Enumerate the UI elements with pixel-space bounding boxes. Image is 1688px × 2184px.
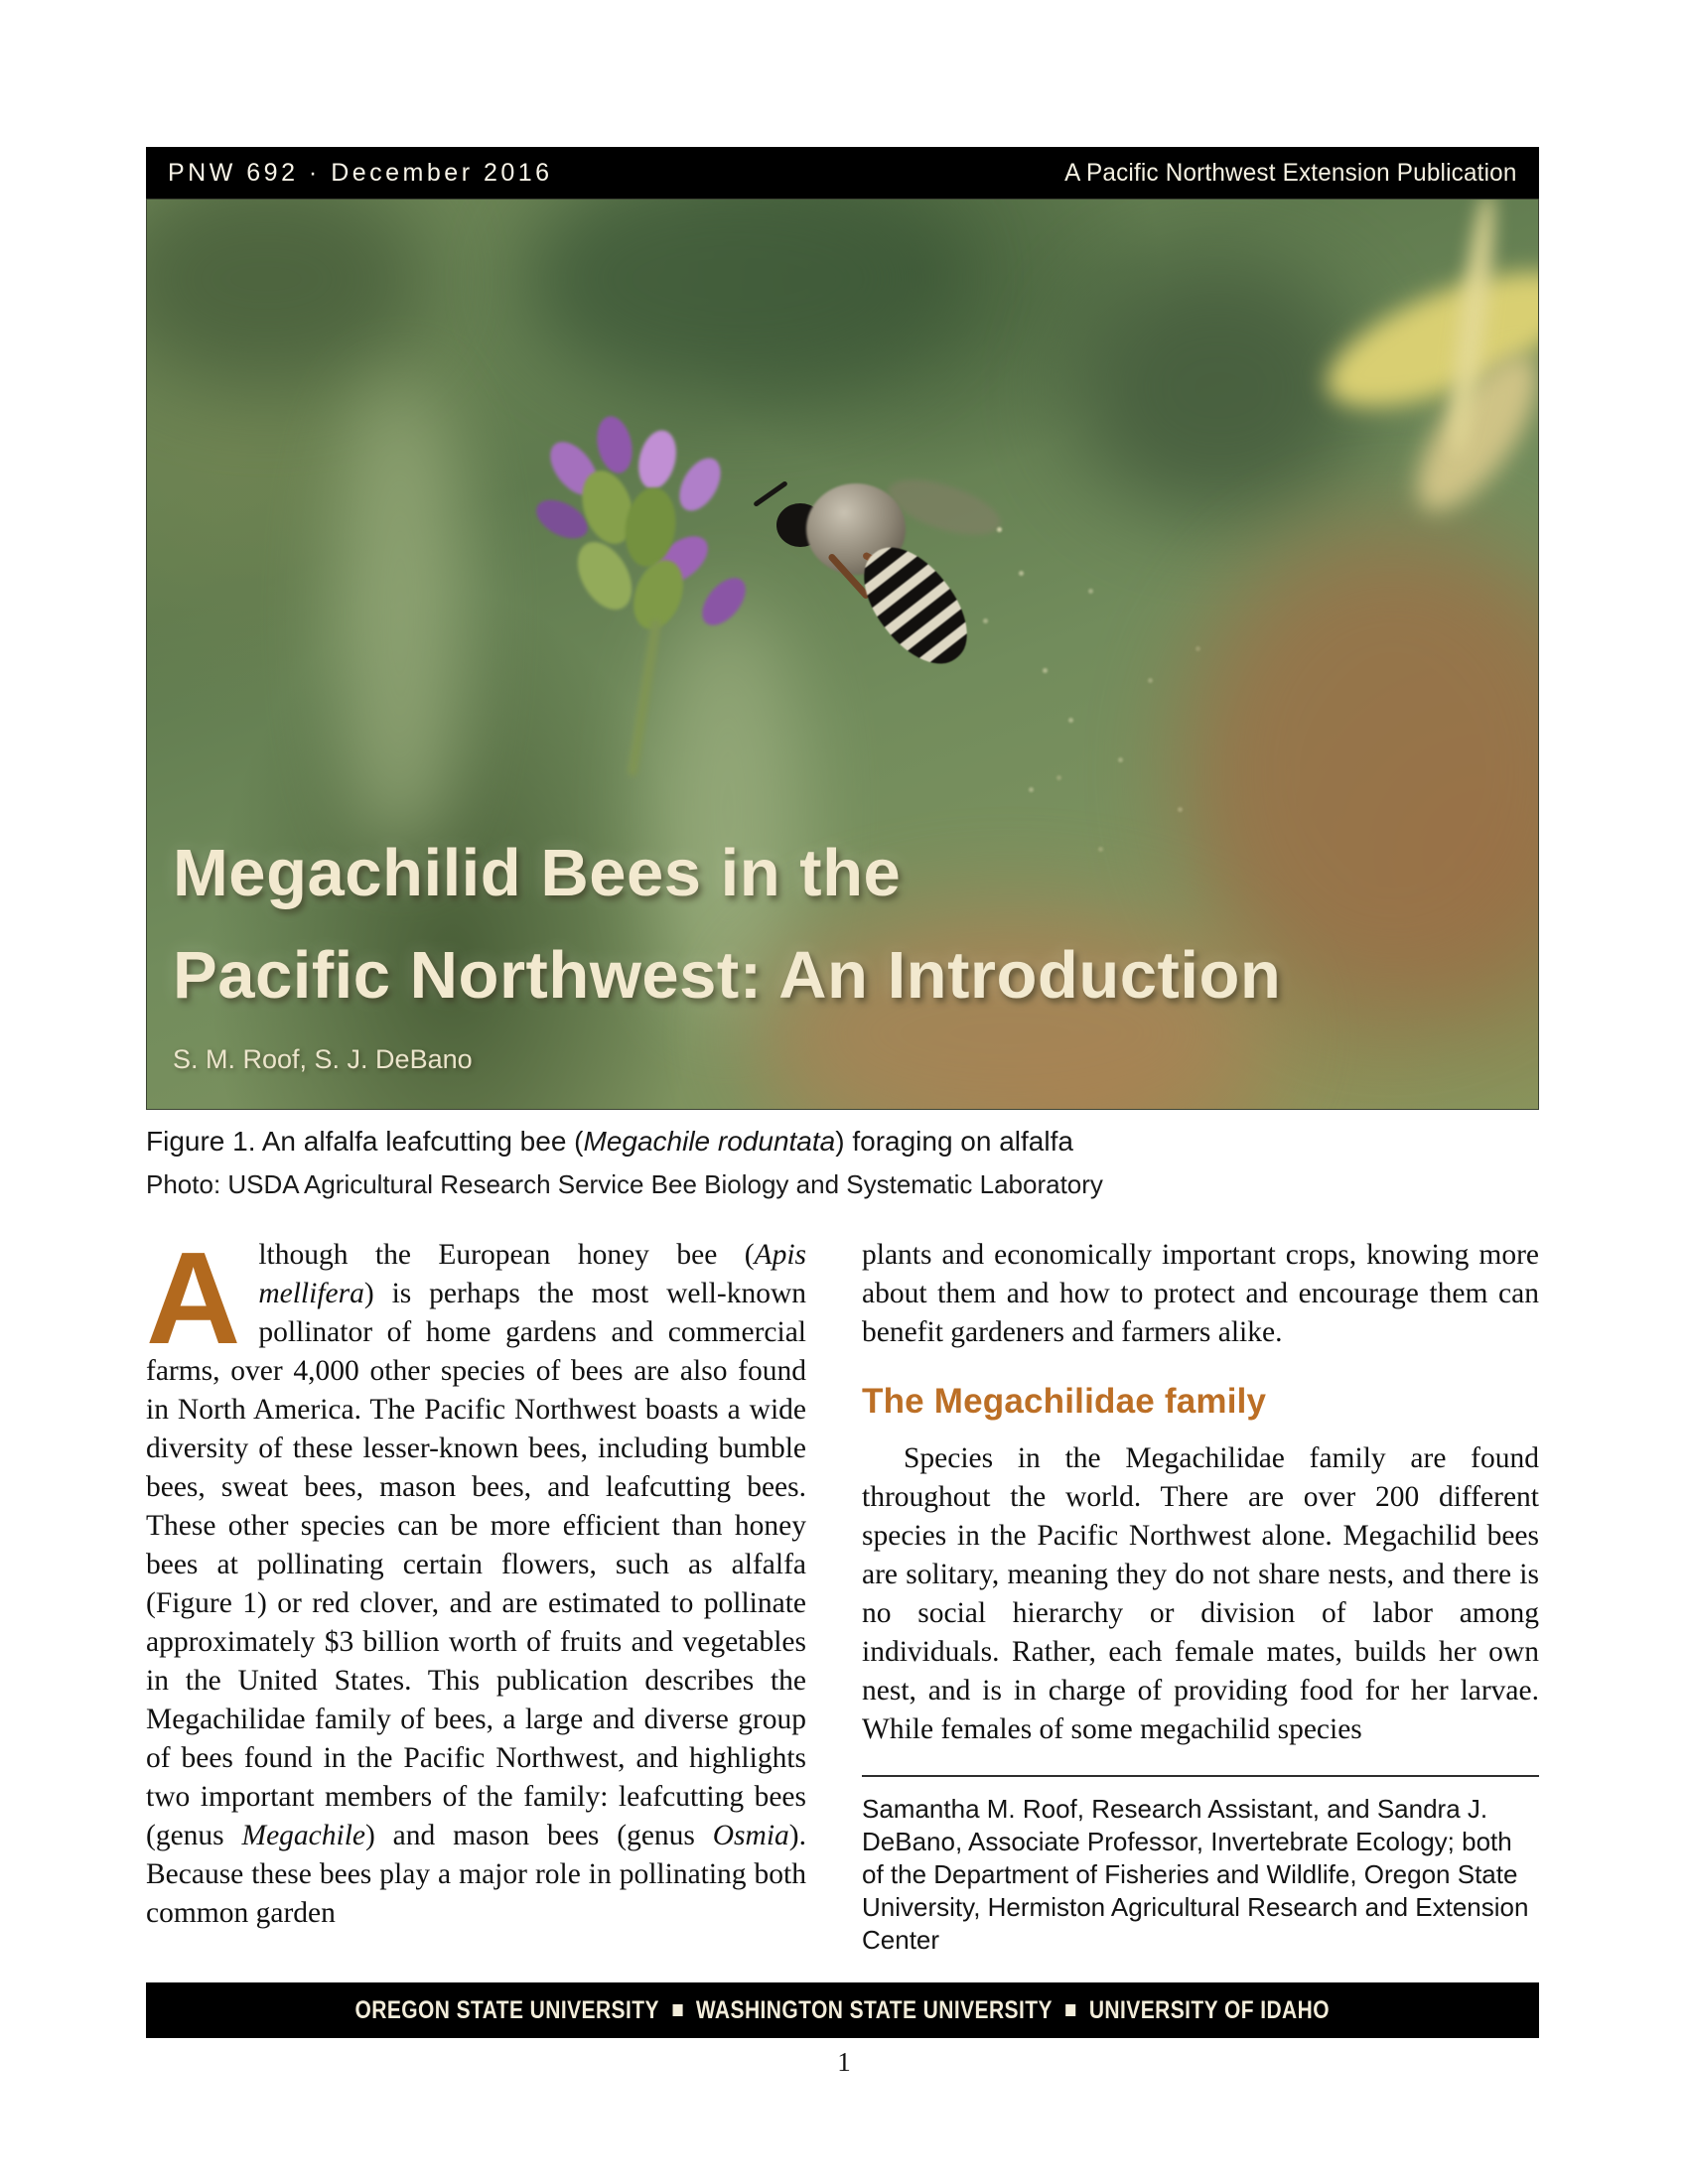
photo-blur-blob: [146, 199, 425, 388]
publication-series-label: A Pacific Northwest Extension Publication: [1064, 158, 1517, 187]
figure-caption: Figure 1. An alfalfa leafcutting bee (Megachile roduntata) foraging on alfalfa: [146, 1126, 1073, 1157]
column-left: [146, 1236, 806, 1982]
intro-paragraph-continued: plants and economically important crops, knowing more about them and how to protect and encourage them can benefit gardeners and farmers alike.: [862, 1239, 1539, 1348]
square-separator-icon: [1066, 2004, 1076, 2016]
footer-bar: [146, 1982, 1539, 2038]
page-content: [146, 147, 1539, 1982]
photo-credit: Photo: USDA Agricultural Research Service Bee Biology and Systematic Laboratory: [146, 1169, 1103, 1199]
flower-petal: [633, 427, 681, 493]
flower-petal: [592, 413, 636, 477]
cover-photo: [146, 199, 1539, 1110]
photo-blur-blob: [336, 378, 465, 855]
photo-blur-blob: [1070, 259, 1368, 517]
square-separator-icon: [673, 2004, 683, 2016]
leafcutting-bee: [761, 448, 1039, 706]
flower-petal: [671, 451, 729, 517]
footer-university: OREGON STATE UNIVERSITY: [354, 1995, 660, 2024]
header-bar: [146, 147, 1539, 199]
flower-petal: [694, 570, 755, 632]
column-gap: [806, 1236, 862, 1982]
section-heading: The Megachilidae family: [862, 1382, 1267, 1421]
issue-date-label: PNW 692 · December 2016: [168, 158, 553, 187]
author-credit: Samantha M. Roof, Research Assistant, and Sandra J. DeBano, Associate Professor, Invertebrate Ecology; both of the Department of Fisheries and Wildlife, Oregon State University, Hermiston Agricultural Research and Extension Center: [862, 1794, 1529, 1955]
intro-paragraph: [146, 1236, 806, 1933]
page-title-line-2: Pacific Northwest: An Introduction: [173, 938, 1282, 1013]
column-right: [862, 1236, 1539, 1982]
byline: S. M. Roof, S. J. DeBano: [173, 1044, 473, 1074]
page-number: 1: [837, 2047, 851, 2077]
family-paragraph: Species in the Megachilidae family are found throughout the world. There are over 200 different species in the Pacific Northwest alone. Megachilid bees are solitary, meaning they do not share nests, and there is no social hierarchy or division of labor among individuals. Rather, each female mates, builds her own nest, and is in charge of providing food for her larvae. While females of some megachilid species: [862, 1442, 1539, 1745]
footer-university: WASHINGTON STATE UNIVERSITY: [696, 1995, 1054, 2024]
photo-blur-blob: [524, 199, 951, 398]
dropcap: A: [146, 1236, 241, 1371]
intro-paragraph-text: lthough the European honey bee (Apis mellifera) is perhaps the most well-known pollinator of home gardens and commercial farms, over 4,000 other species of bees are also found in North America. The Pacific Northwest boasts a wide diversity of these lesser-known bees, including bumble bees, sweat bees, mason bees, and leafcutting bees. These other species can be more efficient than honey bees at pollinating certain flowers, such as alfalfa (Figure 1) or red clover, and are estimated to pollinate approximately $3 billion worth of fruits and vegetables in the United States. This publication describes the Megachilidae family of bees, a large and diverse group of bees found in the Pacific Northwest, and highlights two important members of the family: leafcutting bees (genus Megachile) and mason bees (genus Osmia). Because these bees play a major role in pollinating both common garden: [146, 1239, 806, 1929]
author-credit-rule: [862, 1775, 1539, 1777]
title-block: [173, 822, 1281, 1089]
page-title-line-1: Megachilid Bees in the: [173, 836, 902, 910]
pollen-specks: [997, 527, 1002, 532]
article-body: [146, 1236, 1539, 1982]
footer-university: UNIVERSITY OF IDAHO: [1089, 1995, 1331, 2024]
footer-universities: [355, 1996, 1331, 2025]
